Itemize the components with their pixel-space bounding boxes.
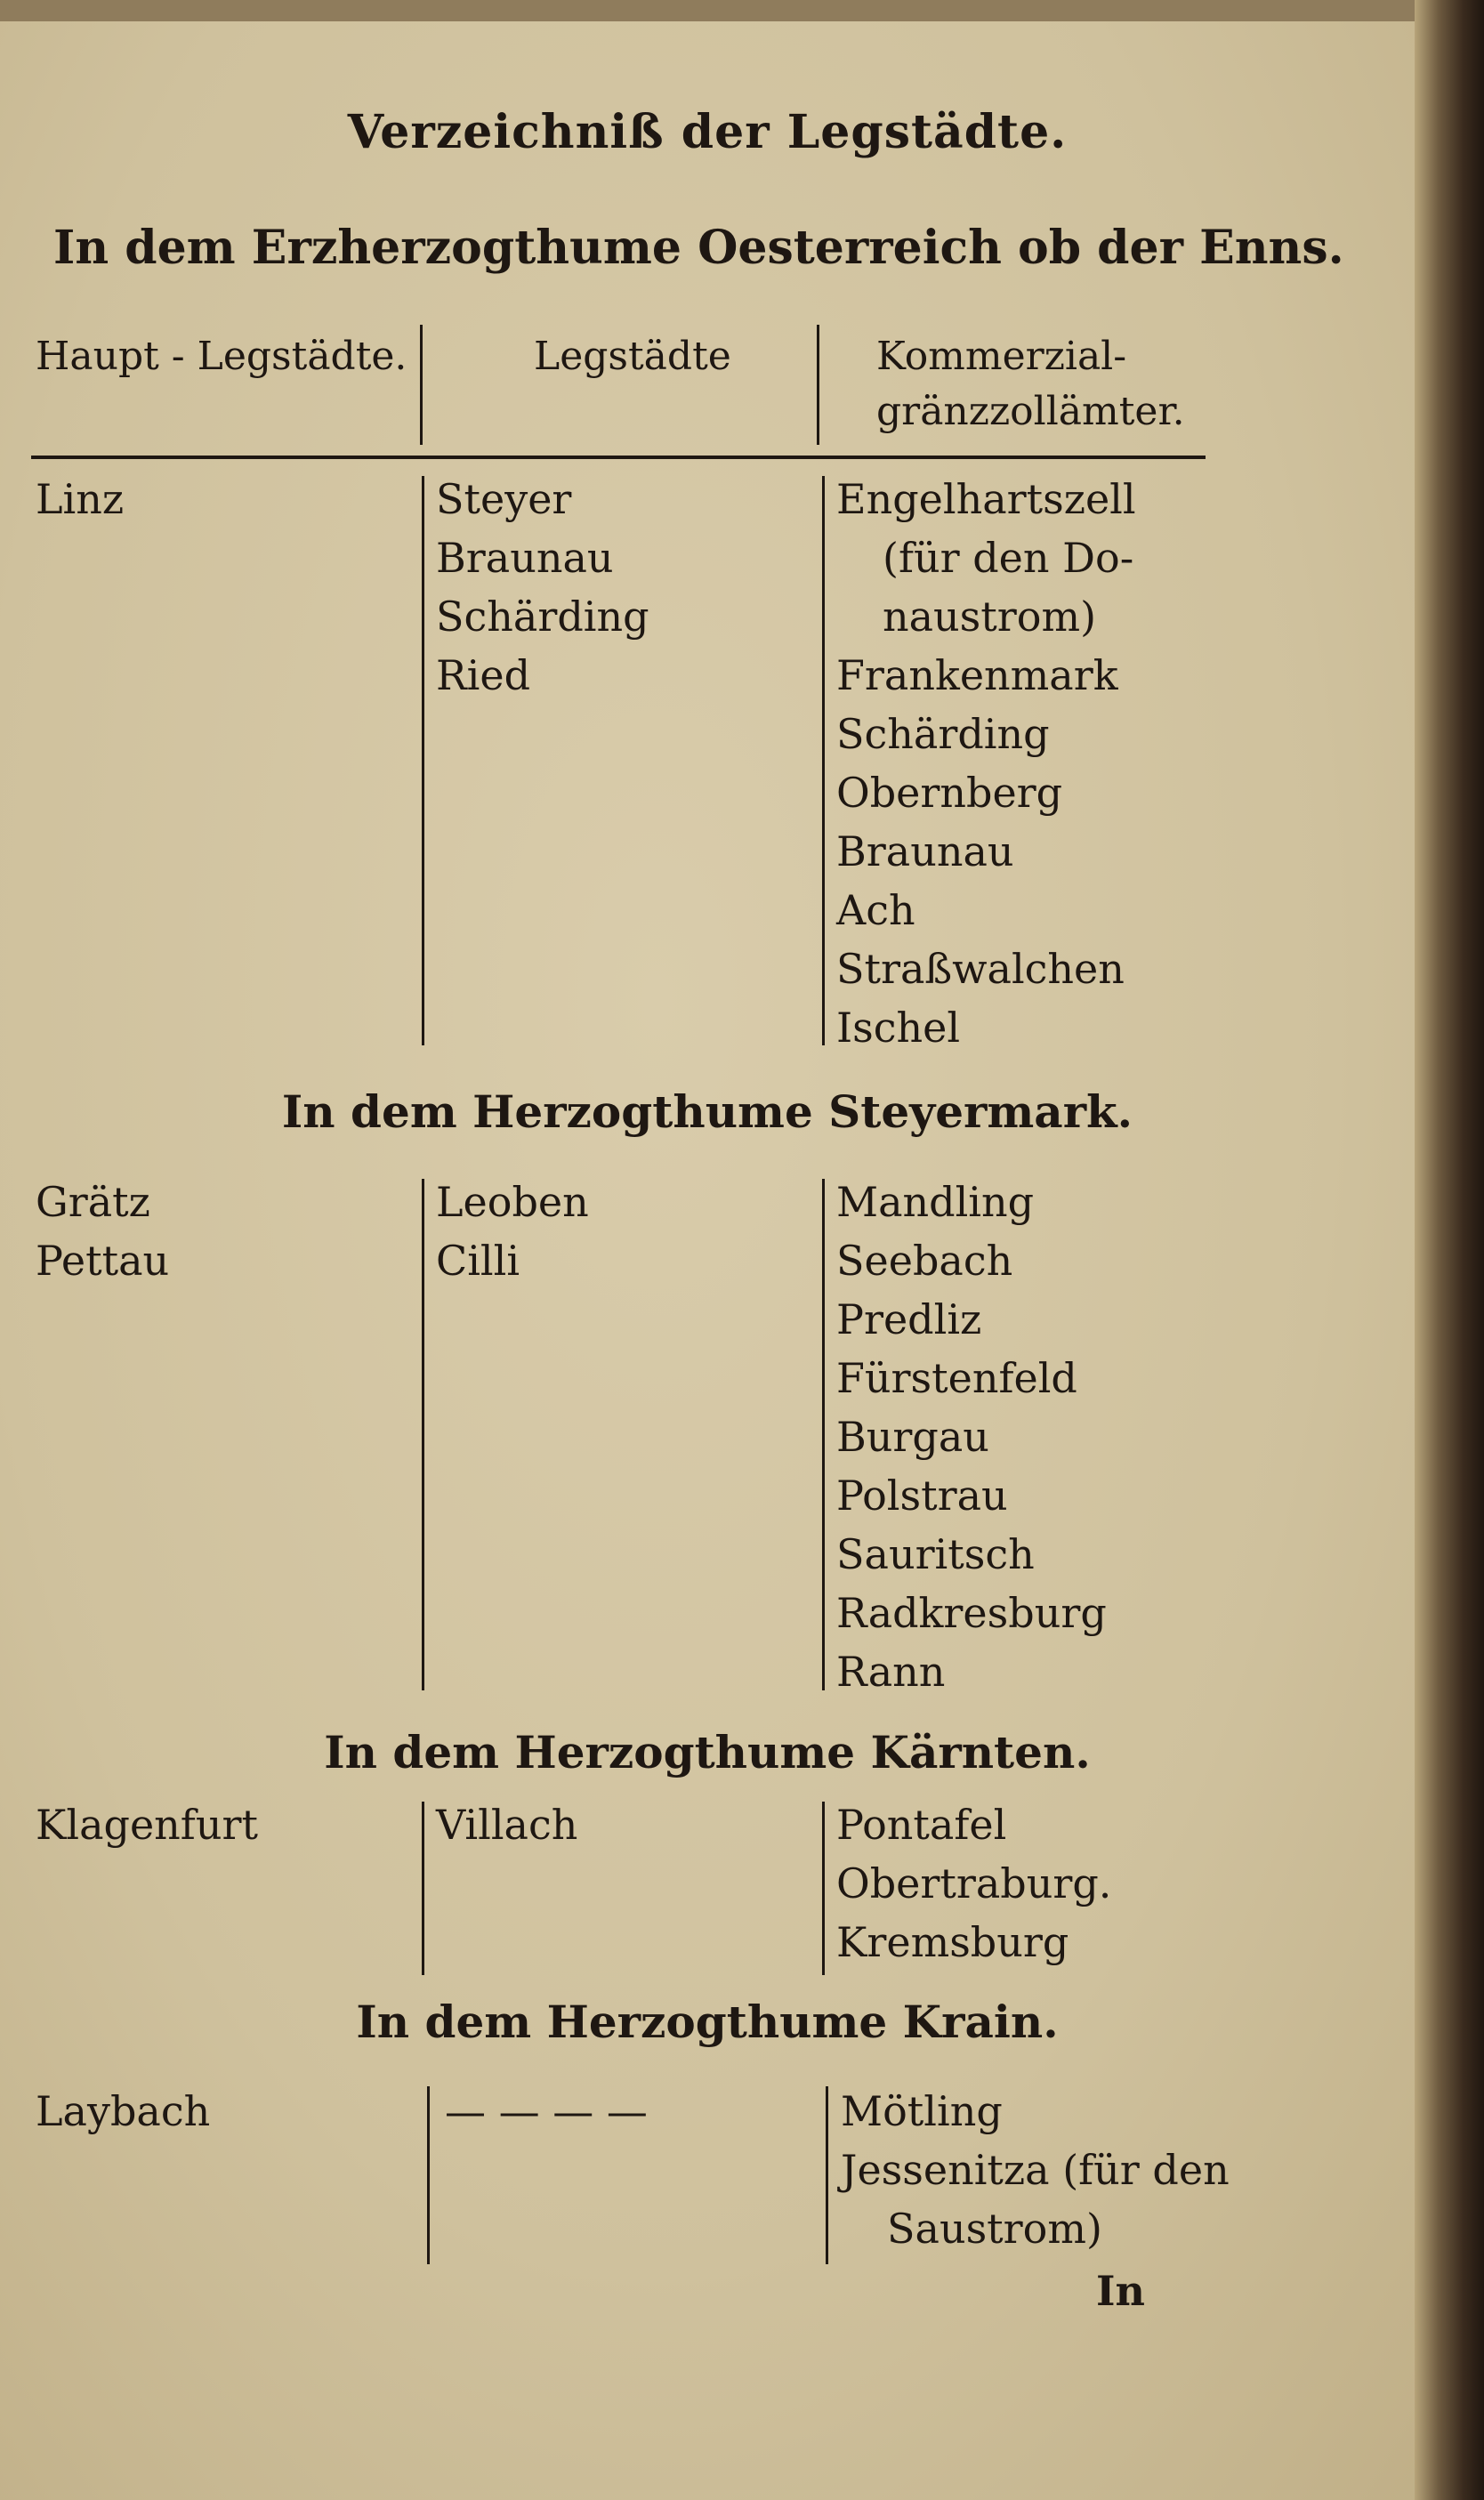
haupt-entry: Grätz [36,1178,150,1226]
header-divider-2 [817,325,819,445]
section-krain-kommerz [841,2082,1230,2258]
haupt-entry: Pettau [36,1237,170,1285]
leg-entry: Braunau [436,534,614,582]
section-krain-haupt [36,2082,210,2141]
kommerz-entry: Ach [836,886,915,934]
divider-1-section-3 [422,1802,424,1975]
catchword: In [1096,2267,1145,2315]
kommerz-entry: Fürstenfeld [836,1354,1077,1402]
section-heading-kaernten: In dem Herzogthume Kärnten. [324,1726,1091,1778]
kommerz-entry: Jessenitza (für den [841,2146,1230,2194]
column-header-kommerz [876,329,1185,440]
leg-entry: Villach [436,1801,578,1849]
kommerz-entry: Frankenmark [836,651,1118,699]
kommerz-entry: Predliz [836,1295,982,1343]
kommerz-entry: Obertraburg. [836,1859,1112,1907]
haupt-entry: Klagenfurt [36,1801,258,1849]
leg-entry: Schärding [436,593,649,641]
divider-1-section-1 [422,476,424,1045]
column-header-kommerz-line1: Kommerzial- [876,334,1127,379]
section-kaernten-leg [436,1795,577,1854]
kommerz-entry: Engelhartszell [836,475,1136,523]
kommerz-entry: Polstrau [836,1472,1008,1520]
section-kaernten-haupt [36,1795,258,1854]
header-divider-1 [420,325,423,445]
kommerz-entry: Braunau [836,827,1014,875]
section-krain-leg [445,2082,648,2141]
haupt-entry: Linz [36,475,125,523]
kommerz-entry: Seebach [836,1237,1013,1285]
header-rule [31,456,1206,459]
leg-entry-dashes: — — — — [445,2087,648,2135]
section-heading-oesterreich: In dem Erzherzogthume Oesterreich ob der Enns. [53,221,1344,275]
section-heading-krain: In dem Herzogthume Krain. [356,1996,1059,2048]
column-header-leg: Legstädte [534,334,731,379]
kommerz-entry: Mandling [836,1178,1035,1226]
kommerz-entry: Radkresburg [836,1589,1107,1637]
kommerz-entry: naustrom) [883,593,1097,641]
section-heading-steyermark: In dem Herzogthume Steyermark. [281,1085,1133,1138]
divider-2-section-2 [822,1179,825,1690]
kommerz-entry: Kremsburg [836,1918,1069,1966]
kommerz-entry: Burgau [836,1413,989,1461]
divider-2-section-1 [822,476,825,1045]
kommerz-entry: Sauritsch [836,1530,1035,1578]
kommerz-entry: Rann [836,1648,946,1696]
kommerz-entry: Ischel [836,1004,961,1052]
section-steyermark-kommerz [836,1173,1107,1701]
leg-entry: Cilli [436,1237,520,1285]
kommerz-entry: Pontafel [836,1801,1007,1849]
column-header-haupt: Haupt - Legstädte. [36,334,407,379]
page-title: Verzeichniß der Legstädte. [347,105,1068,159]
leg-entry: Leoben [436,1178,589,1226]
divider-2-section-3 [822,1802,825,1975]
page-top-edge [0,0,1441,21]
section-steyermark-haupt [36,1173,169,1290]
section-oesterreich-kommerz [836,470,1136,1057]
book-binding-edge [1415,0,1484,2500]
leg-entry: Steyer [436,475,572,523]
divider-2-section-4 [826,2086,828,2264]
leg-entry: Ried [436,651,531,699]
divider-1-section-4 [427,2086,430,2264]
kommerz-entry: Straßwalchen [836,945,1125,993]
kommerz-entry: Mötling [841,2087,1003,2135]
column-header-kommerz-line2: gränzzollämter. [876,389,1185,434]
divider-1-section-2 [422,1179,424,1690]
section-kaernten-kommerz [836,1795,1111,1972]
kommerz-entry: Schärding [836,710,1050,758]
section-steyermark-leg [436,1173,589,1290]
haupt-entry: Laybach [36,2087,211,2135]
section-oesterreich-leg [436,470,649,705]
section-oesterreich-haupt [36,470,124,528]
kommerz-entry: Saustrom) [887,2205,1102,2253]
kommerz-entry: Obernberg [836,769,1063,817]
kommerz-entry: (für den Do- [883,534,1134,582]
